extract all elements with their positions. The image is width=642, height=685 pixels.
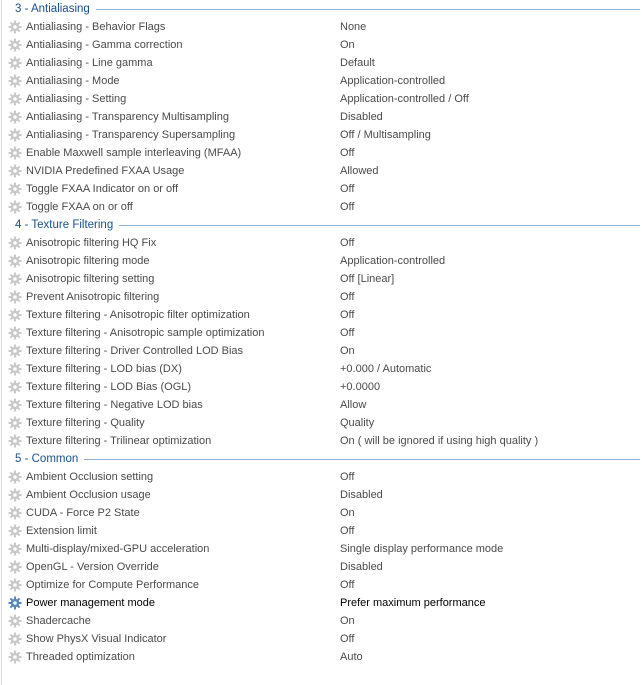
setting-value[interactable]: On bbox=[340, 507, 355, 519]
setting-row[interactable] bbox=[0, 540, 642, 558]
setting-value[interactable]: Off bbox=[340, 201, 355, 213]
setting-name: Optimize for Compute Performance bbox=[26, 579, 200, 591]
setting-value[interactable]: Off [Linear] bbox=[340, 273, 395, 285]
setting-name: Enable Maxwell sample interleaving (MFAA) bbox=[26, 147, 242, 159]
setting-value[interactable]: On bbox=[340, 345, 355, 357]
setting-row[interactable] bbox=[0, 108, 642, 126]
setting-row[interactable] bbox=[0, 522, 642, 540]
setting-name: Texture filtering - LOD Bias (OGL) bbox=[26, 381, 192, 393]
setting-name: Prevent Anisotropic filtering bbox=[26, 291, 160, 303]
setting-name: Anisotropic filtering setting bbox=[26, 273, 155, 285]
setting-row[interactable] bbox=[0, 198, 642, 216]
setting-row[interactable] bbox=[0, 162, 642, 180]
setting-name: CUDA - Force P2 State bbox=[26, 507, 140, 519]
section-title: 5 - Common bbox=[15, 453, 79, 465]
setting-row[interactable] bbox=[0, 378, 642, 396]
gear-icon bbox=[8, 506, 22, 520]
gear-icon bbox=[8, 380, 22, 394]
setting-name: OpenGL - Version Override bbox=[26, 561, 159, 573]
setting-value[interactable]: Application-controlled / Off bbox=[340, 93, 469, 105]
setting-row[interactable] bbox=[0, 342, 642, 360]
gear-icon bbox=[8, 272, 22, 286]
setting-value[interactable]: Off bbox=[340, 633, 355, 645]
setting-name: Extension limit bbox=[26, 525, 97, 537]
gear-icon bbox=[8, 182, 22, 196]
gear-icon bbox=[8, 560, 22, 574]
gear-icon bbox=[8, 128, 22, 142]
section-divider bbox=[119, 225, 640, 226]
setting-row[interactable] bbox=[0, 504, 642, 522]
setting-row[interactable] bbox=[0, 612, 642, 630]
gear-icon bbox=[8, 308, 22, 322]
setting-row[interactable] bbox=[0, 432, 642, 450]
setting-row[interactable] bbox=[0, 324, 642, 342]
setting-name: Antialiasing - Gamma correction bbox=[26, 39, 183, 51]
setting-name: Show PhysX Visual Indicator bbox=[26, 633, 167, 645]
setting-value[interactable]: Off bbox=[340, 147, 355, 159]
setting-value[interactable]: On bbox=[340, 39, 355, 51]
gear-icon bbox=[8, 92, 22, 106]
gear-icon bbox=[8, 326, 22, 340]
setting-value[interactable]: +0.0000 bbox=[340, 381, 381, 393]
setting-name: Antialiasing - Transparency Multisampling bbox=[26, 111, 229, 123]
setting-row[interactable] bbox=[0, 396, 642, 414]
section-title: 3 - Antialiasing bbox=[15, 3, 90, 15]
setting-value[interactable]: Off bbox=[340, 183, 355, 195]
gear-icon bbox=[8, 164, 22, 178]
setting-value[interactable]: On bbox=[340, 615, 355, 627]
setting-row[interactable] bbox=[0, 72, 642, 90]
setting-row[interactable] bbox=[0, 630, 642, 648]
setting-row[interactable] bbox=[0, 576, 642, 594]
setting-name: Antialiasing - Transparency Supersampling bbox=[26, 129, 236, 141]
settings-rows bbox=[0, 468, 642, 666]
gear-icon bbox=[8, 236, 22, 250]
setting-name: Texture filtering - Anisotropic sample optimization bbox=[26, 327, 265, 339]
section-divider bbox=[84, 459, 640, 460]
setting-value[interactable]: Single display performance mode bbox=[340, 543, 504, 555]
setting-row[interactable] bbox=[0, 558, 642, 576]
setting-name: Shadercache bbox=[26, 615, 91, 627]
setting-name: Ambient Occlusion usage bbox=[26, 489, 151, 501]
section-title: 4 - Texture Filtering bbox=[15, 219, 114, 231]
setting-value[interactable]: Disabled bbox=[340, 561, 383, 573]
setting-value[interactable]: Off bbox=[340, 291, 355, 303]
setting-name: Texture filtering - Driver Controlled LOD Bias bbox=[26, 345, 244, 357]
gear-icon bbox=[8, 524, 22, 538]
setting-row[interactable] bbox=[0, 36, 642, 54]
setting-value[interactable]: Disabled bbox=[340, 111, 383, 123]
setting-name: Texture filtering - Negative LOD bias bbox=[26, 399, 203, 411]
gear-icon bbox=[8, 632, 22, 646]
setting-value[interactable]: Off bbox=[340, 309, 355, 321]
gear-icon bbox=[8, 254, 22, 268]
setting-value[interactable]: Allow bbox=[340, 399, 367, 411]
setting-name: NVIDIA Predefined FXAA Usage bbox=[26, 165, 185, 177]
gear-icon bbox=[8, 596, 22, 610]
setting-row[interactable] bbox=[0, 270, 642, 288]
gear-icon bbox=[8, 470, 22, 484]
setting-name: Multi-display/mixed-GPU acceleration bbox=[26, 543, 210, 555]
setting-value[interactable]: Auto bbox=[340, 651, 363, 663]
gear-icon bbox=[8, 110, 22, 124]
gear-icon bbox=[8, 578, 22, 592]
gear-icon bbox=[8, 344, 22, 358]
setting-row[interactable] bbox=[0, 54, 642, 72]
setting-value[interactable]: Off bbox=[340, 327, 355, 339]
setting-value[interactable]: Disabled bbox=[340, 489, 383, 501]
setting-name: Antialiasing - Line gamma bbox=[26, 57, 153, 69]
setting-value[interactable]: Prefer maximum performance bbox=[340, 597, 486, 609]
setting-name: Toggle FXAA Indicator on or off bbox=[26, 183, 179, 195]
section-divider bbox=[96, 9, 640, 10]
setting-row[interactable] bbox=[0, 288, 642, 306]
setting-value[interactable]: Off bbox=[340, 579, 355, 591]
setting-name: Power management mode bbox=[26, 597, 156, 609]
setting-value[interactable]: Off / Multisampling bbox=[340, 129, 431, 141]
setting-name: Antialiasing - Behavior Flags bbox=[26, 21, 166, 33]
setting-value[interactable]: Application-controlled bbox=[340, 75, 446, 87]
gear-icon bbox=[8, 434, 22, 448]
section-header[interactable] bbox=[0, 216, 642, 234]
setting-value[interactable]: Off bbox=[340, 525, 355, 537]
setting-name: Texture filtering - Trilinear optimization bbox=[26, 435, 212, 447]
setting-row[interactable] bbox=[0, 306, 642, 324]
setting-value[interactable]: Off bbox=[340, 471, 355, 483]
setting-name: Antialiasing - Mode bbox=[26, 75, 120, 87]
gear-icon bbox=[8, 20, 22, 34]
gear-icon bbox=[8, 488, 22, 502]
setting-name: Texture filtering - LOD bias (DX) bbox=[26, 363, 182, 375]
setting-row[interactable] bbox=[0, 486, 642, 504]
setting-name: Anisotropic filtering HQ Fix bbox=[26, 237, 157, 249]
setting-name: Ambient Occlusion setting bbox=[26, 471, 154, 483]
setting-row[interactable] bbox=[0, 18, 642, 36]
setting-row[interactable] bbox=[0, 234, 642, 252]
setting-name: Anisotropic filtering mode bbox=[26, 255, 150, 267]
gear-icon bbox=[8, 74, 22, 88]
setting-row[interactable] bbox=[0, 144, 642, 162]
gear-icon bbox=[8, 542, 22, 556]
setting-value[interactable]: Quality bbox=[340, 417, 375, 429]
setting-value[interactable]: Application-controlled bbox=[340, 255, 446, 267]
setting-row[interactable] bbox=[0, 252, 642, 270]
setting-value[interactable]: Off bbox=[340, 237, 355, 249]
gear-icon bbox=[8, 200, 22, 214]
gear-icon bbox=[8, 38, 22, 52]
settings-rows bbox=[0, 234, 642, 450]
setting-name: Texture filtering - Anisotropic filter optimization bbox=[26, 309, 250, 321]
setting-row[interactable] bbox=[0, 126, 642, 144]
setting-value[interactable]: Default bbox=[340, 57, 375, 69]
setting-row[interactable] bbox=[0, 180, 642, 198]
gear-icon bbox=[8, 56, 22, 70]
setting-value[interactable]: On ( will be ignored if using high quality ) bbox=[340, 435, 539, 447]
setting-name: Toggle FXAA on or off bbox=[26, 201, 133, 213]
setting-value[interactable]: Allowed bbox=[340, 165, 379, 177]
setting-name: Antialiasing - Setting bbox=[26, 93, 127, 105]
setting-row[interactable] bbox=[0, 648, 642, 666]
gear-icon bbox=[8, 146, 22, 160]
setting-row[interactable] bbox=[0, 360, 642, 378]
section-header[interactable] bbox=[0, 0, 642, 18]
gear-icon bbox=[8, 416, 22, 430]
gear-icon bbox=[8, 362, 22, 376]
setting-name: Texture filtering - Quality bbox=[26, 417, 145, 429]
gear-icon bbox=[8, 650, 22, 664]
setting-row[interactable] bbox=[0, 594, 642, 612]
setting-row[interactable] bbox=[0, 468, 642, 486]
setting-value[interactable]: None bbox=[340, 21, 367, 33]
setting-name: Threaded optimization bbox=[26, 651, 135, 663]
setting-row[interactable] bbox=[0, 90, 642, 108]
gear-icon bbox=[8, 398, 22, 412]
section-header[interactable] bbox=[0, 450, 642, 468]
settings-rows bbox=[0, 18, 642, 216]
gear-icon bbox=[8, 290, 22, 304]
setting-value[interactable]: +0.000 / Automatic bbox=[340, 363, 432, 375]
setting-row[interactable] bbox=[0, 414, 642, 432]
gear-icon bbox=[8, 614, 22, 628]
